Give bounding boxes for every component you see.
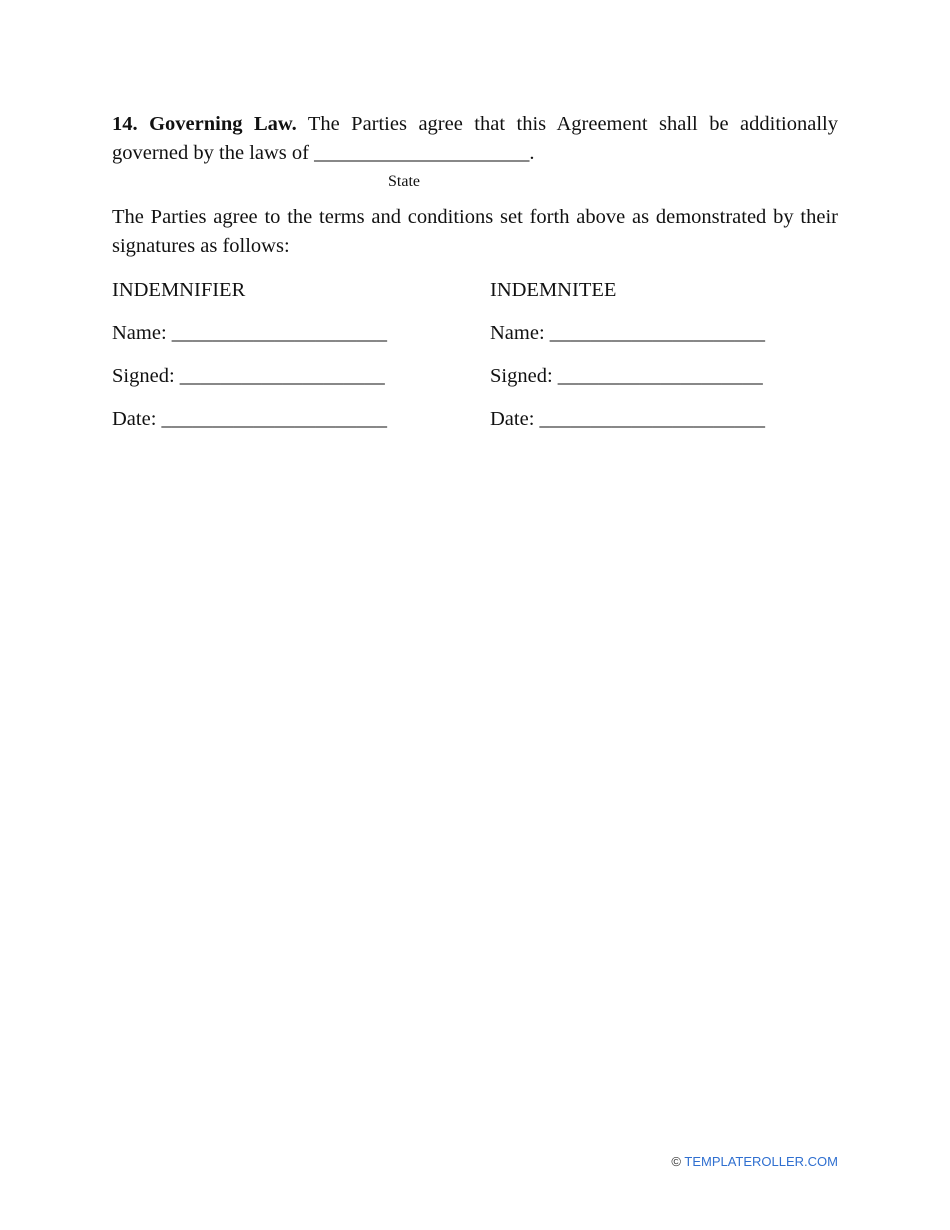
indemnifier-heading: INDEMNIFIER [112,279,246,301]
indemnitee-heading: INDEMNITEE [490,279,617,301]
state-caption: State [388,173,420,190]
copyright-symbol: © [671,1154,685,1169]
governing-law-paragraph [112,110,838,168]
state-blank: _____________________ [314,142,530,164]
governing-law-text: The Parties agree that this Agreement shall be additionally governed by the laws of [112,113,838,164]
document-page [112,110,838,430]
state-caption-line [112,168,838,197]
sentence-end: . [529,142,535,164]
indemnitee-date-line: Date: ______________________ [490,408,766,430]
indemnitee-name-line: Name: _____________________ [490,322,766,344]
indemnifier-block [112,278,387,450]
section-heading: 14. Governing Law. [112,113,297,135]
templateroller-link[interactable]: TEMPLATEROLLER.COM [684,1154,838,1169]
indemnitee-block [490,278,765,450]
indemnifier-date-line: Date: ______________________ [112,408,388,430]
indemnifier-name-line: Name: _____________________ [112,322,388,344]
footer-copyright [671,1154,838,1169]
indemnifier-signed-line: Signed: ____________________ [112,365,385,387]
agreement-paragraph: The Parties agree to the terms and conditions set forth above as demonstrated by their signatures as follows: [112,206,838,257]
indemnitee-signed-line: Signed: ____________________ [490,365,763,387]
